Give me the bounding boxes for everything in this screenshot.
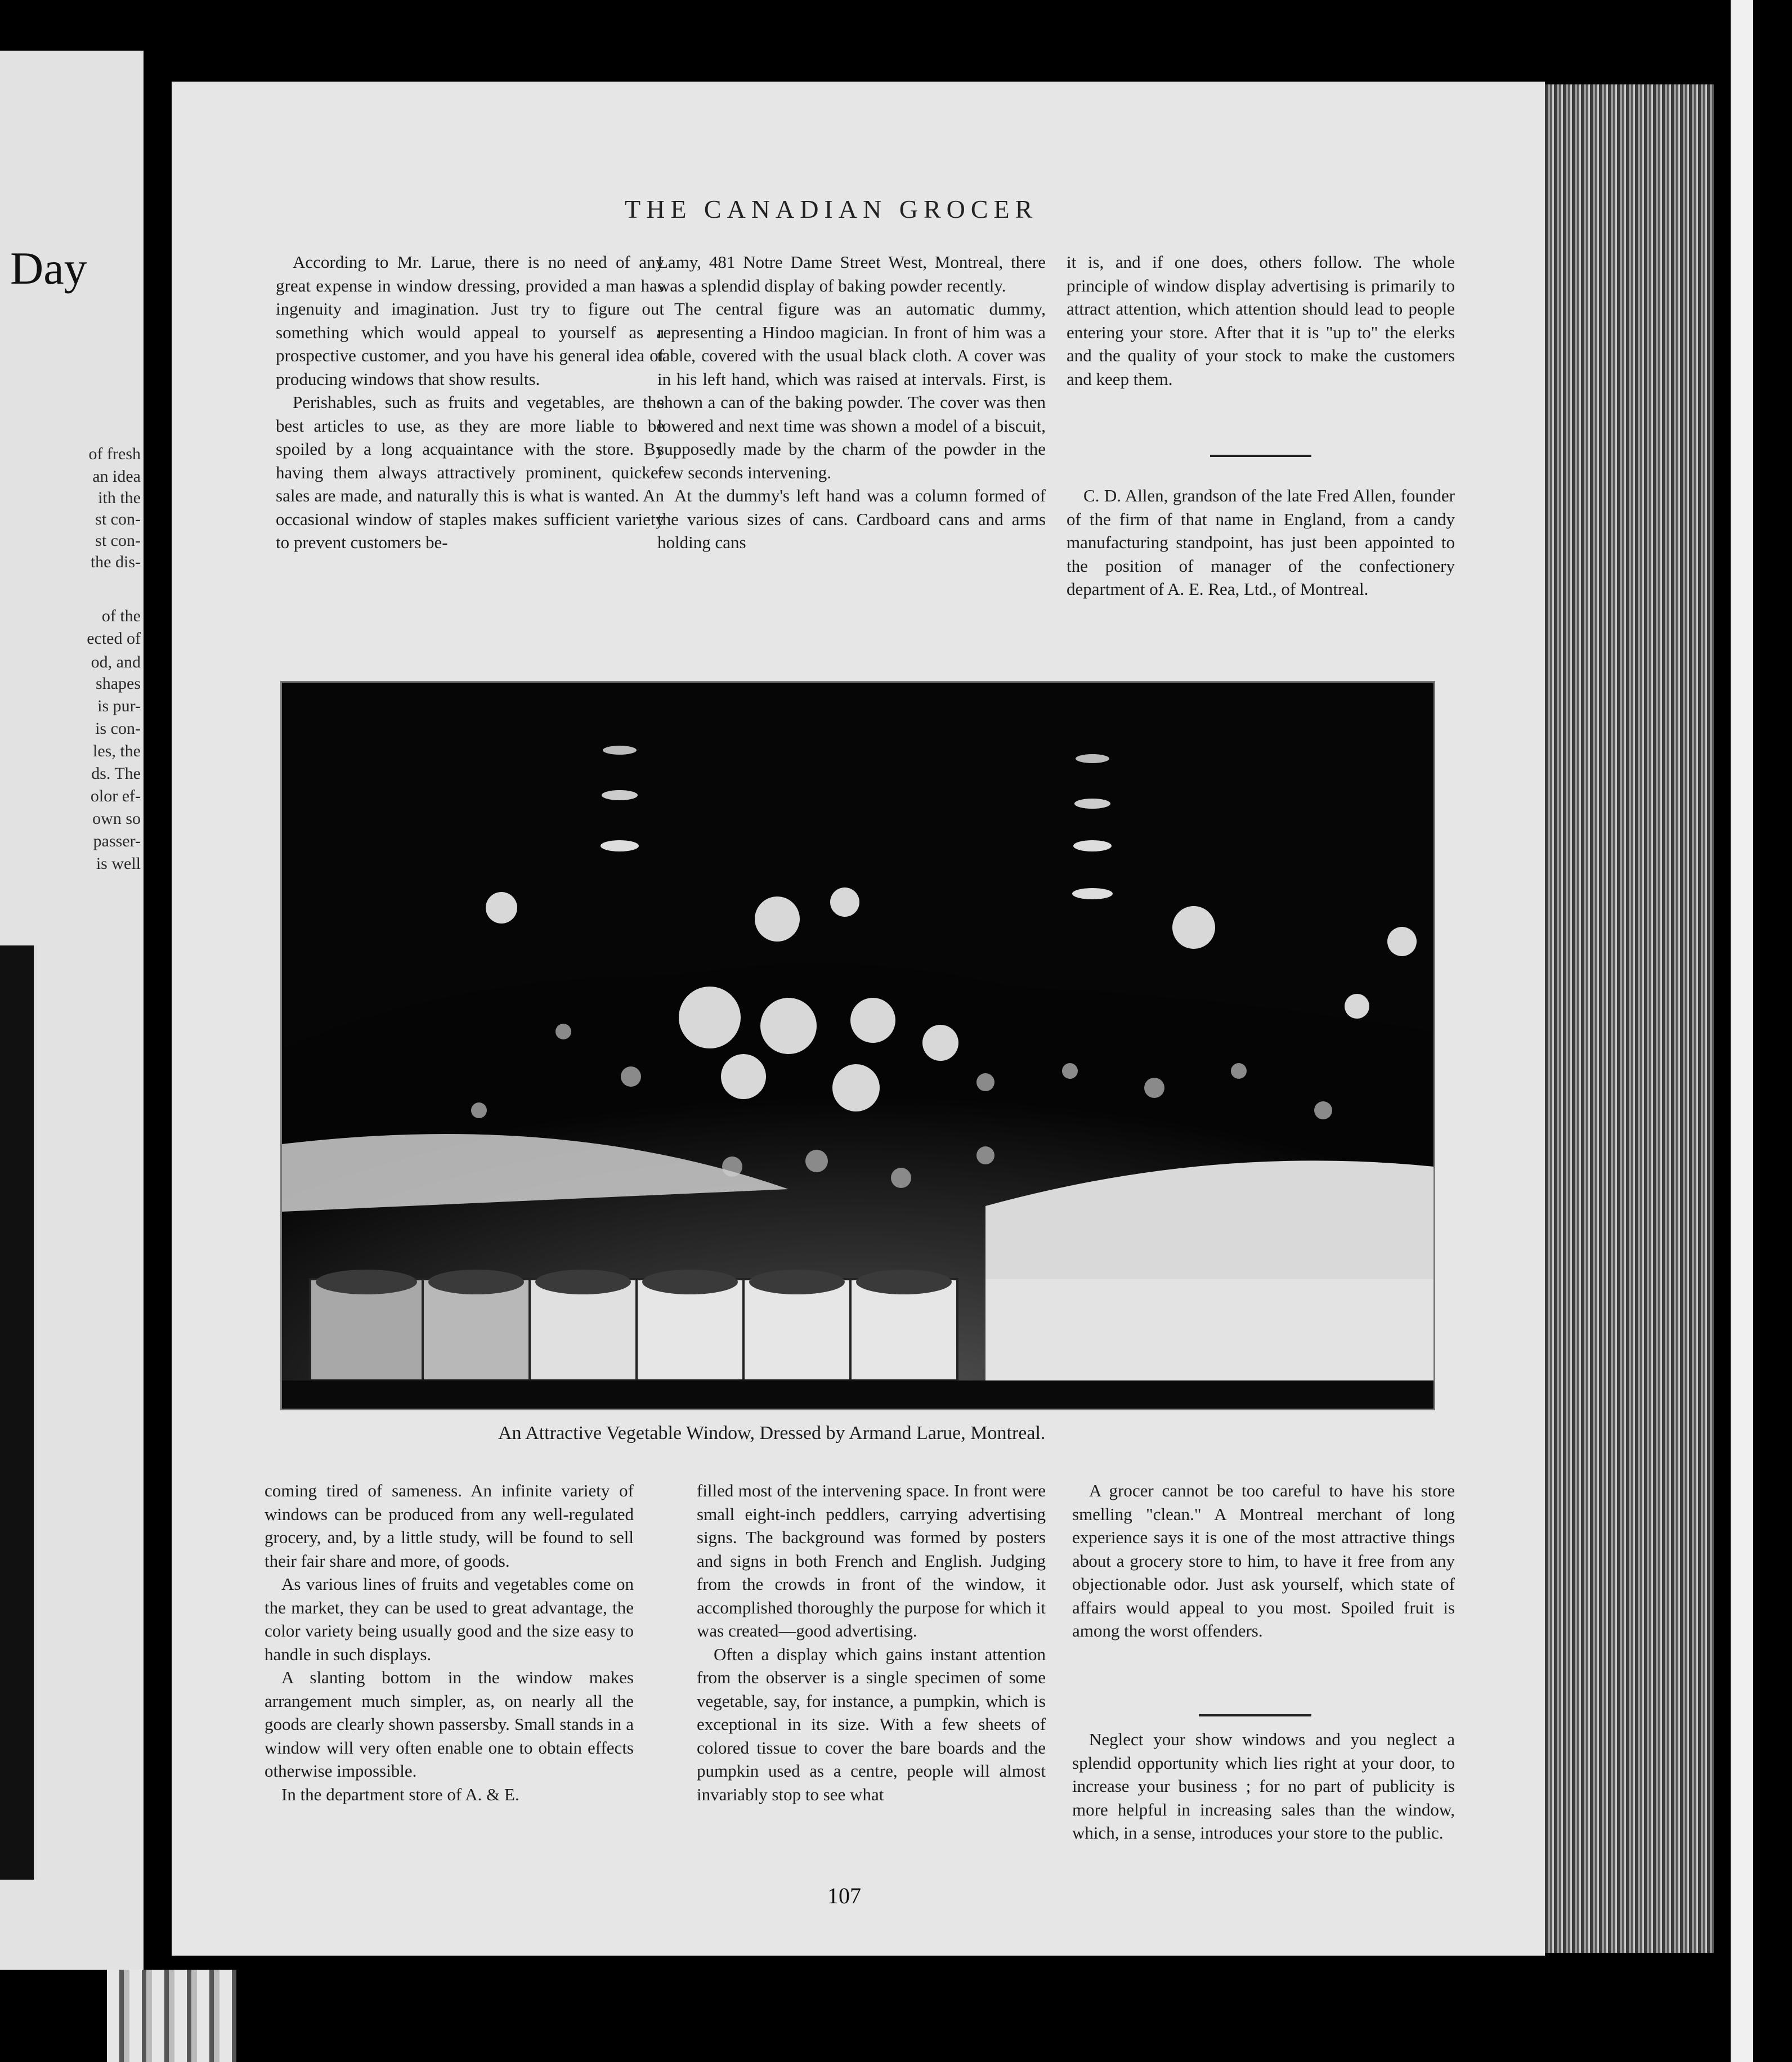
left-page-line: les, the: [93, 742, 141, 760]
left-page-line: od, and: [91, 653, 141, 671]
paragraph: C. D. Allen, grandson of the late Fred Allen, founder of the firm of that name in England, from a candy manufacturing standpoint, has just been appointed to the position of manager of the confectionery department of A. E. Rea, Ltd., of Montreal.: [1067, 486, 1455, 599]
left-page-line: the dis-: [90, 553, 141, 571]
left-page-line: ds. The: [91, 764, 141, 783]
lower-column-3: [1072, 1479, 1455, 1643]
right-edge-strip: [1731, 0, 1753, 2062]
vegetable-window-photo: [280, 681, 1435, 1410]
left-page-photo-fragment: [0, 945, 37, 1880]
paragraph: Lamy, 481 Notre Dame Street West, Montreal, there was a splendid display of baking powder recently.: [657, 252, 1046, 295]
photo-caption: An Attractive Vegetable Window, Dressed by Armand Larue, Montreal.: [498, 1423, 1046, 1444]
upper-column-2: [657, 250, 1046, 554]
page-number: 107: [827, 1883, 861, 1908]
lower-column-1: [265, 1479, 634, 1806]
left-page-line: is well: [96, 854, 141, 873]
lower-column-3-tip: [1072, 1728, 1455, 1845]
paragraph: According to Mr. Larue, there is no need of any great expense in window dressing, provided a man has ingenuity and imagination. Just try to figure out something which would appeal to yourself as a prospective customer, and you have his general idea of producing windows that show results.: [276, 252, 664, 389]
book-page-edges: [1545, 84, 1714, 1953]
running-head: THE CANADIAN GROCER: [625, 195, 1038, 223]
left-page-line: own so: [92, 809, 141, 828]
upper-column-1: [276, 250, 664, 554]
paragraph: coming tired of sameness. An infinite variety of windows can be produced from any well-regulated grocery, and, by a little study, will be found to sell their fair share and more, of goods.: [265, 1481, 634, 1571]
paragraph: A slanting bottom in the window makes arrangement much simpler, as, on nearly all the goods are clearly shown passersby. Small stands in a window will very often enable one to obtain effects otherwise impossible.: [265, 1667, 634, 1781]
left-page-line: an idea: [92, 467, 141, 486]
left-page-heading-fragment: Day: [10, 243, 87, 294]
paragraph: As various lines of fruits and vegetables come on the market, they can be used to great advantage, the color variety being usually good and the size easy to handle in such displays.: [265, 1574, 634, 1664]
photo-illustration: [282, 683, 1433, 1409]
paragraph: Neglect your show windows and you neglect a splendid opportunity which lies right at your door, to increase your business ; for no part of publicity is more helpful in increasing sales than the window, which, in a sense, introduces your store to the public.: [1072, 1729, 1455, 1843]
left-page-line: ected of: [87, 629, 141, 648]
left-page-line: st con-: [95, 531, 141, 550]
left-page-line: ith the: [98, 488, 141, 507]
upper-column-3: [1067, 250, 1455, 391]
paragraph: The central figure was an automatic dummy, representing a Hindoo magician. In front of him was a table, covered with the usual black cloth. A cover was in his left hand, which was raised at intervals. First, is shown a can of the baking powder. The cover was then lowered and next time was shown a model of a biscuit, supposedly made by the charm of the powder in the few seconds intervening.: [657, 299, 1046, 482]
bottom-page-tabs: [107, 1970, 236, 2062]
paragraph: At the dummy's left hand was a column formed of the various sizes of cans. Cardboard cans and arms holding cans: [657, 486, 1046, 552]
section-rule: [1210, 455, 1311, 457]
left-page-line: st con-: [95, 510, 141, 528]
left-page-line: of fresh: [88, 445, 141, 463]
left-page-line: is pur-: [97, 697, 141, 715]
section-rule: [1199, 1714, 1311, 1716]
left-page-line: is con-: [95, 719, 141, 738]
paragraph: filled most of the intervening space. In front were small eight-inch peddlers, carrying advertising signs. The background was formed by posters and signs in both French and English. Judging from the crowds in front of the window, it accomplished thoroughly the purpose for which it was created—good advertising.: [697, 1481, 1046, 1640]
left-page-line: passer-: [93, 832, 141, 850]
left-page-line: shapes: [96, 674, 141, 693]
paragraph: Perishables, such as fruits and vegetables, are the best articles to use, as they are more liable to be spoiled by a long acquaintance with the store. By having them always attractively prominent, quicker sales are made, and naturally this is what is wanted. An occasional window of staples makes sufficient variety to prevent customers be-: [276, 392, 664, 552]
paragraph: it is, and if one does, others follow. The whole principle of window display advertising is primarily to attract attention, which attention should lead to people entering your store. After that it is "up to" the elerks and the quality of your stock to make the customers and keep them.: [1067, 252, 1455, 389]
lower-column-2: [697, 1479, 1046, 1806]
left-page-line: olor ef-: [90, 787, 141, 805]
paragraph: A grocer cannot be too careful to have his store smelling "clean." A Montreal merchant of long experience says it is one of the most attractive things about a grocery store to him, to have it free from any objectionable odor. Just ask yourself, which state of affairs would appeal to you most. Spoiled fruit is among the worst offenders.: [1072, 1481, 1455, 1640]
left-page-line: of the: [101, 607, 141, 625]
upper-column-3-news: [1067, 484, 1455, 601]
paragraph: Often a display which gains instant attention from the observer is a single specimen of some vegetable, say, for instance, a pumpkin, which is exceptional in its size. With a few sheets of colored tissue to cover the bare boards and the pumpkin used as a centre, people will almost invariably stop to see what: [697, 1644, 1046, 1804]
paragraph: In the department store of A. & E.: [281, 1784, 519, 1804]
